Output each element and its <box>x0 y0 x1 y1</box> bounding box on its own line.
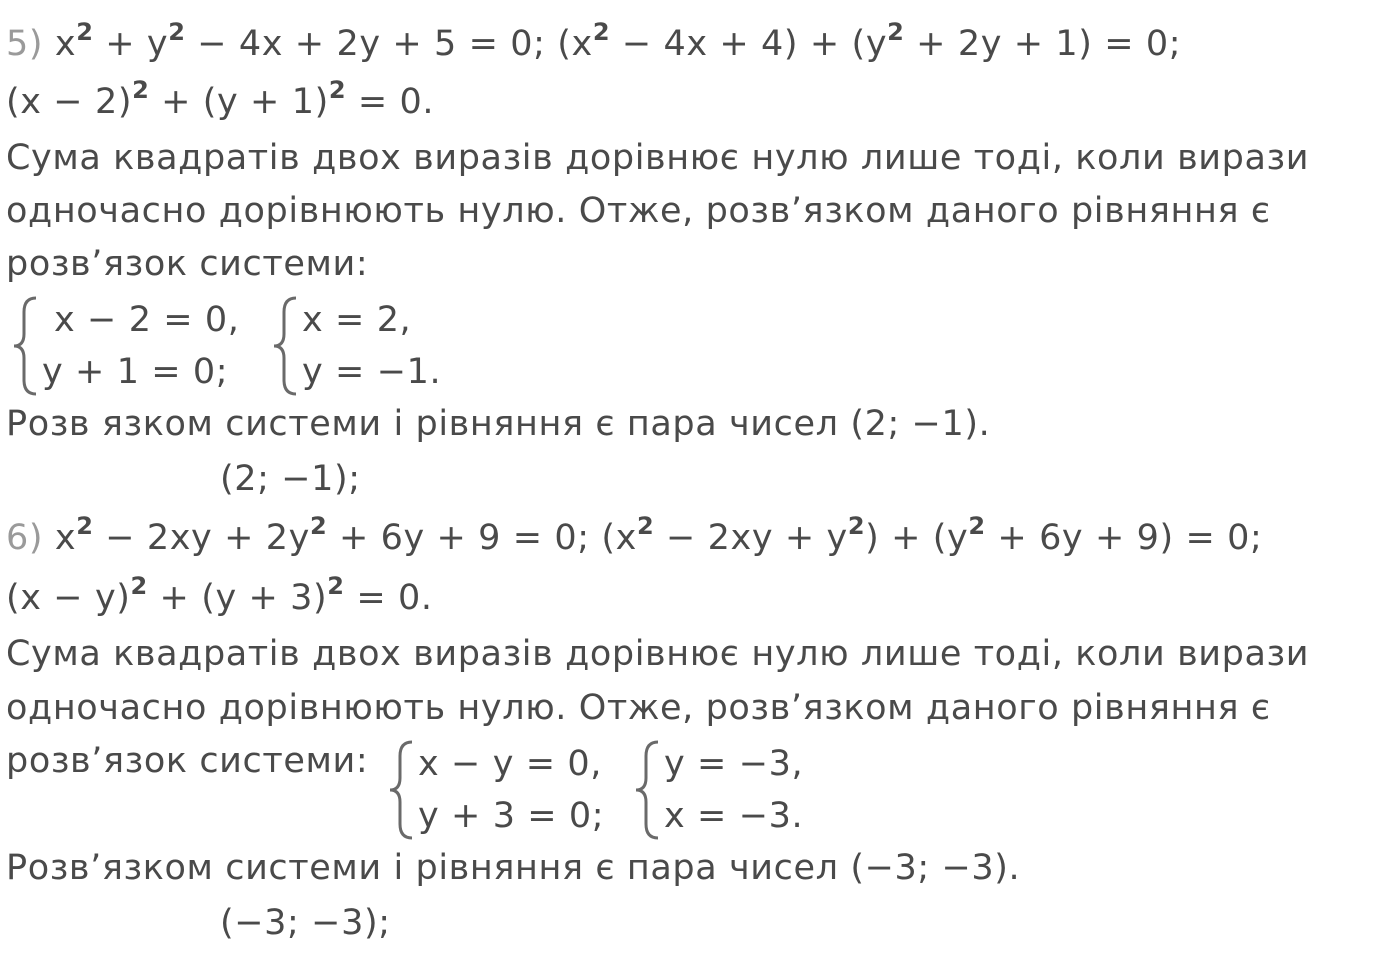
problem6-explain-line2: одночасно дорівнюють нулю. Отже, розв’язком даного рівняння є <box>6 688 1271 728</box>
problem5-eq2-rendered: $(x - 2)^2 + (y + 1)^2 = 0$. <box>6 76 435 122</box>
problem5-equation-line2 <box>6 76 435 127</box>
problem5-explain-line3: розв’язок системи: <box>6 244 369 284</box>
problem5-system-a-lines <box>42 294 240 398</box>
system-equation: y = −3, <box>664 744 804 784</box>
problem5-system-a <box>8 294 240 398</box>
left-brace-icon <box>384 738 418 842</box>
system-equation: x = −3. <box>664 796 804 836</box>
problem6-system-a-lines <box>418 738 604 842</box>
system-equation: x − 2 = 0, <box>54 300 240 340</box>
problem5-explain-line2: одночасно дорівнюють нулю. Отже, розв’язком даного рівняння є <box>6 191 1271 231</box>
left-brace-icon <box>268 294 302 398</box>
problem5-explain-line1: Сума квадратів двох виразів дорівнює нулю лише тоді, коли вирази <box>6 138 1310 178</box>
problem6-system-b <box>630 738 803 842</box>
problem5-system-b <box>268 294 441 398</box>
problem5-eq1-rendered: $x^2 + y^2 - 4x + 2y + 5 = 0$; $(x^2 - 4x + 4) + (y^2 + 2y + 1) = 0$; <box>54 18 1182 64</box>
system-equation: y + 1 = 0; <box>42 352 229 392</box>
system-equation: x = 2, <box>302 300 412 340</box>
problem5-system-b-lines <box>302 294 441 398</box>
problem6-answer: (−3; −3); <box>220 903 391 943</box>
system-equation: x − y = 0, <box>418 744 602 784</box>
problem6-explain-line1: Сума квадратів двох виразів дорівнює нулю лише тоді, коли вирази <box>6 634 1310 674</box>
problem5-result-line: Розв язком системи і рівняння є пара чисел (2; −1). <box>6 404 991 444</box>
problem6-explain-line3: розв’язок системи: <box>6 741 369 781</box>
left-brace-icon <box>8 294 42 398</box>
system-equation: y = −1. <box>302 352 442 392</box>
problem5-answer: (2; −1); <box>220 459 361 499</box>
left-brace-icon <box>630 738 664 842</box>
problem6-number: 6) <box>6 518 44 558</box>
problem6-equation-line2 <box>6 572 433 623</box>
problem6-system-a <box>384 738 604 842</box>
problem6-eq1-rendered: $x^2 - 2xy + 2y^2 + 6y + 9 = 0$; $(x^2 - 2xy + y^2) + (y^2 + 6y + 9) = 0$; <box>54 512 1263 558</box>
problem5-equation-line1 <box>6 18 1182 69</box>
system-equation: y + 3 = 0; <box>418 796 605 836</box>
problem6-equation-line1 <box>6 512 1263 563</box>
problem5-number: 5) <box>6 24 44 64</box>
problem6-result-line: Розв’язком системи і рівняння є пара чисел (−3; −3). <box>6 848 1021 888</box>
problem6-eq2-rendered: $(x - y)^2 + (y + 3)^2 = 0$. <box>6 572 433 618</box>
problem6-system-b-lines <box>664 738 803 842</box>
